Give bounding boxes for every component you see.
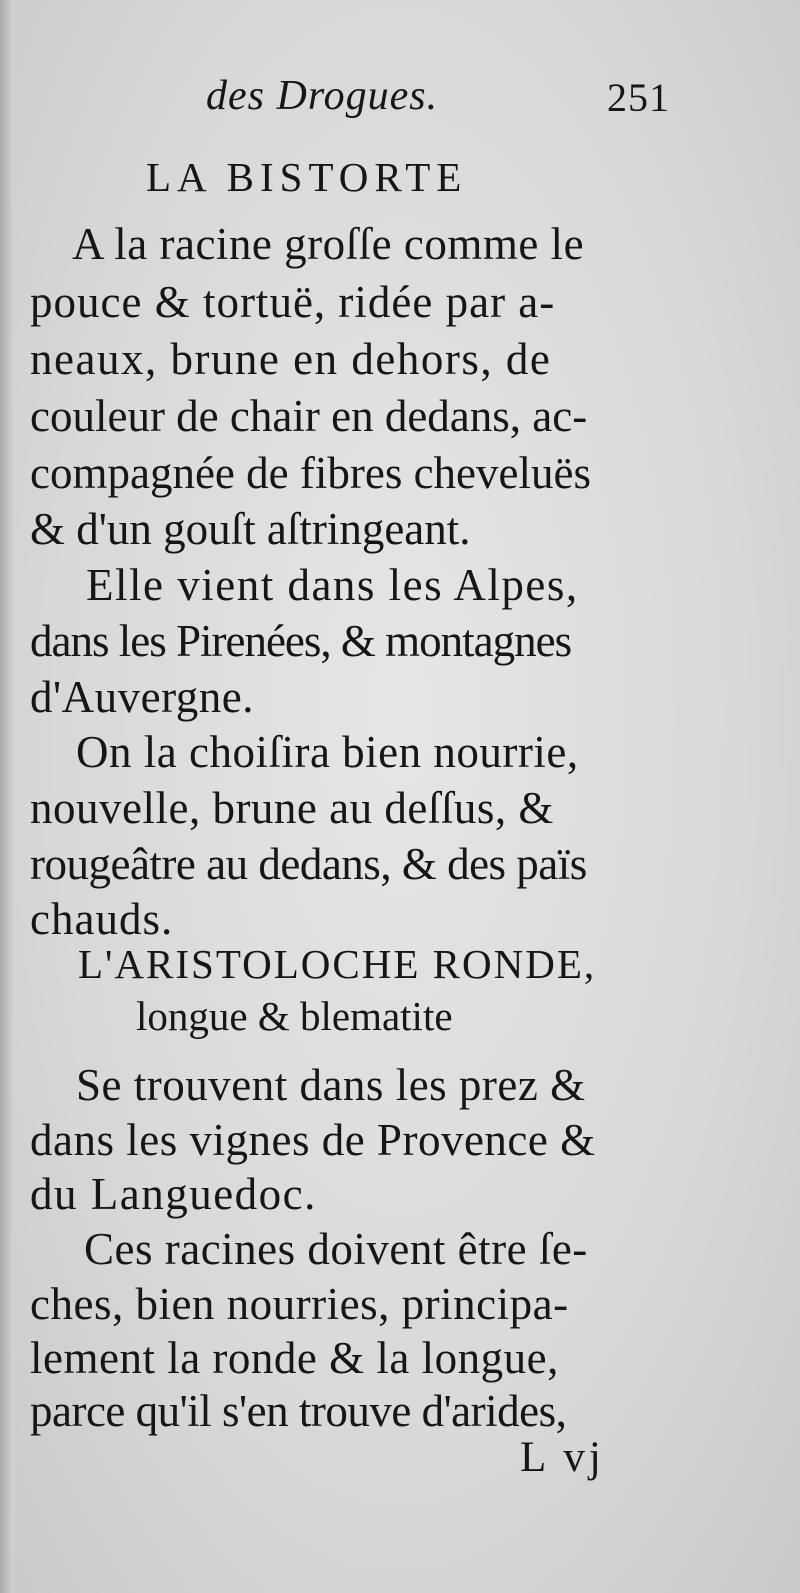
text-line: rougeâtre au dedans, & des païs: [30, 839, 587, 889]
section-heading-bistorte: LA BISTORTE: [146, 154, 468, 200]
text-line: lement la ronde & la longue,: [30, 1333, 559, 1383]
running-head: des Drogues.: [206, 73, 439, 119]
text-line: & d'un gouſt aſtringeant.: [30, 504, 471, 554]
text-line: pouce & tortuë, ridée par a-: [30, 277, 556, 327]
text-line: Ces racines doivent être ſe-: [84, 1224, 588, 1274]
text-line: du Languedoc.: [30, 1169, 317, 1219]
text-line: parce qu'il s'en trouve d'arides,: [30, 1386, 567, 1436]
text-line: nouvelle, brune au deſſus, &: [30, 783, 554, 833]
text-line: ches, bien nourries, principa-: [30, 1279, 569, 1329]
page-edge-shadow: [0, 0, 14, 1593]
text-line: On la choiſira bien nourrie,: [76, 727, 579, 777]
text-line: compagnée de fibres cheveluës: [30, 448, 591, 498]
page-number: 251: [607, 75, 670, 120]
section-heading-aristoloche: L'ARISTOLOCHE RONDE,: [78, 941, 597, 987]
text-line: d'Auvergne.: [30, 672, 254, 722]
text-line: A la racine groſſe comme le: [72, 219, 585, 269]
text-line: chauds.: [30, 894, 174, 944]
text-line: neaux, brune en dehors, de: [30, 334, 552, 384]
text-line: dans les Pirenées, & montagnes: [30, 616, 572, 666]
text-line: dans les vignes de Provence &: [30, 1115, 596, 1165]
section-subheading: longue & blematite: [136, 993, 453, 1039]
text-line: Se trouvent dans les prez &: [76, 1060, 586, 1110]
signature-mark: L vj: [520, 1434, 605, 1481]
text-line: Elle vient dans les Alpes,: [86, 560, 579, 610]
text-line: couleur de chair en dedans, ac-: [30, 391, 588, 441]
